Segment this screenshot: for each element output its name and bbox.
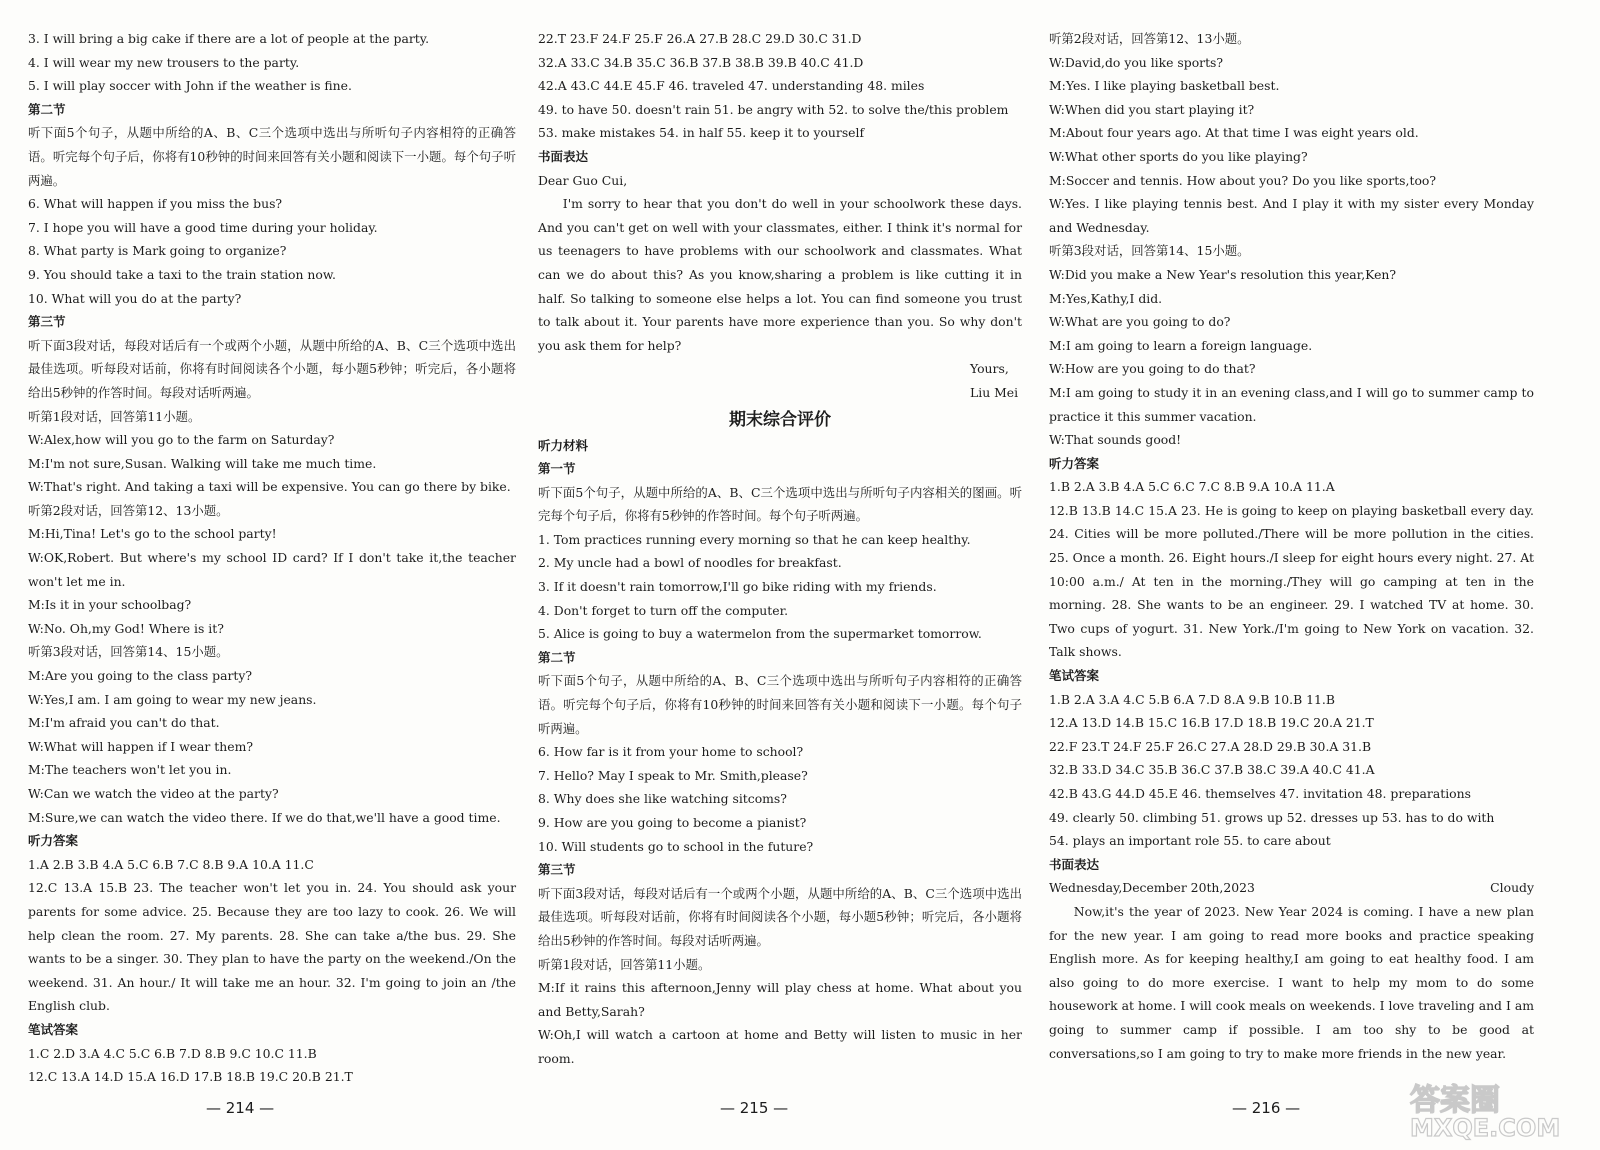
section-instructions: 听下面3段对话，每段对话后有一个或两个小题，从题中所给的A、B、C三个选项中选出最佳选项。听每段对话前，你将有时间阅读各个小题，每小题5秒钟；听完后，各小题将给出5秒钟的作答时间。每段对话听两遍。 [28,337,516,400]
dialog-line: M:Soccer and tennis. How about you? Do you like sports,too? [1049,172,1437,188]
dialog-line: W:No. Oh,my God! Where is it? [28,620,224,636]
section-instructions: 听下面3段对话，每段对话后有一个或两个小题，从题中所给的A、B、C三个选项中选出最佳选项。听每段对话前，你将有时间阅读各个小题，每小题5秒钟；听完后，各小题将给出5秒钟的作答时间。每段对话听两遍。 [538,885,1022,948]
answer-text: 12.B 13.B 14.C 15.A 23. He is going to keep on playing basketball every day. 24. Cities will be more polluted./There will be more pollution in the cities. 25. Once a month. 26. Eight hours./I sleep for eight hours every night. 27. At 10:00 a.m./ At ten in the morning./They will go camping at ten in the morning. 28. She wants to be an engineer. 29. I watched TV at home. 30. Two cups of yogurt. 31. New York./I'm going to New York on vacation. 32. Talk shows. [1049,502,1534,660]
right-column [1049,27,1534,1065]
dialog-line: M:If it rains this afternoon,Jenny will play chess at home. What about you and Betty,Sarah? [538,980,1022,1019]
text-line: 3. I will bring a big cake if there are a lot of people at the party. [28,31,430,46]
answer-row: 32.A 33.C 34.B 35.C 36.B 37.B 38.B 39.B 40.C 41.D [538,54,864,70]
question-item: 1. Tom practices running every morning so that he can keep healthy. [538,531,971,547]
answer-row: 54. plays an important role 55. to care about [1049,833,1331,849]
dialog-line: W:Did you make a New Year's resolution this year,Ken? [1049,266,1397,282]
question-item: 5. Alice is going to buy a watermelon from the supermarket tomorrow. [538,626,982,642]
dialog-line: W:That sounds good! [1049,432,1182,448]
page-number: — 215 — [720,1099,789,1117]
question-item: 9. How are you going to become a pianist? [538,815,807,830]
section-heading: 书面表达 [538,148,589,164]
dialog-line: M:Are you going to the class party? [28,668,253,684]
dialog-line: M:Hi,Tina! Let's go to the school party! [28,526,277,542]
answer-row: 12.A 13.D 14.B 15.C 16.B 17.D 18.B 19.C 20.A 21.T [1049,715,1374,731]
dialog-heading: 听第1段对话，回答第11小题。 [28,408,201,424]
page-number: — 214 — [206,1099,275,1117]
answer-row: 32.B 33.D 34.C 35.B 36.C 37.B 38.C 39.A 40.C 41.A [1049,762,1375,778]
section-instructions: 听下面5个句子，从题中所给的A、B、C三个选项中选出与所听句子内容相符的正确答语。听完每个句子后，你将有10秒钟的时间来回答有关小题和阅读下一小题。每个句子听两遍。 [538,673,1022,736]
section-heading: 第三节 [28,314,66,330]
question-item: 7. I hope you will have a good time during your holiday. [28,219,378,235]
section-heading: 书面表达 [1049,856,1100,872]
answer-row: 42.A 43.C 44.E 45.F 46. traveled 47. understanding 48. miles [538,78,925,94]
question-item: 8. What party is Mark going to organize? [28,243,287,259]
diary-date: Wednesday,December 20th,2023 [1049,880,1255,896]
question-item: 4. Don't forget to turn off the computer. [538,602,789,618]
question-item: 8. Why does she like watching sitcoms? [538,791,787,807]
answer-text: 12.C 13.A 15.B 23. The teacher won't let you in. 24. You should ask your parents for some advice. 25. Because they are too lazy to cook. 26. We will help clean the room. 27. My parents. 28. She can take a/the bus. 29. She wants to be a singer. 30. They plan to have the party on the weekend./On the weekend. 31. An hour./ It will take me an hour. 32. I'm going to join an /the English club. [28,880,516,1014]
question-item: 7. Hello? May I speak to Mr. Smith,please? [538,767,808,783]
dialog-line: W:What will happen if I wear them? [28,738,253,754]
page-number: — 216 — [1232,1099,1301,1117]
answer-row: 22.F 23.T 24.F 25.F 26.C 27.A 28.D 29.B 30.A 31.B [1049,738,1372,754]
dialog-line: W:Can we watch the video at the party? [28,786,279,801]
section-heading: 第二节 [538,649,576,665]
dialog-line: W:What other sports do you like playing? [1049,148,1308,164]
answer-row: 49. clearly 50. climbing 51. grows up 52. dresses up 53. has to do with [1049,809,1495,825]
dialog-heading: 听第1段对话，回答第11小题。 [538,956,711,972]
section-heading: 听力材料 [538,437,589,453]
dialog-line: M:I am going to study it in an evening class,and I will go to summer camp to practice it this summer vacation. [1049,384,1534,424]
diary-body: Now,it's the year of 2023. New Year 2024 is coming. I have a new plan for the new year. I am going to read more books and practice speaking English more. As for keeping healthy,I am going to eat healthy food. I am also going to do more exercise. I want to help my mom to do some housework at home. I will cook meals on weekends. I love traveling and I am going to summer camp if possible. I am too shy to be good at conversations,so I am going to try to make more friends in the new year. [1049,903,1534,1061]
svg-text:MXQE.COM: MXQE.COM [1410,1114,1561,1142]
letter-body: I'm sorry to hear that you don't do well in your schoolwork these days. And you can't get on well with your classmates, either. I think it's normal for us teenagers to have problems with our schoolwork and classmates. What can we do about this? As you know,sharing a problem is like cutting it in half. So talking to someone else helps a lot. You can find someone you trust to talk about it. Your parents have more experience than you. So why don't you ask them for help? [538,196,1022,353]
section-instructions: 听下面5个句子，从题中所给的A、B、C三个选项中选出与所听句子内容相关的图画。听完每个句子后，你将有5秒钟的作答时间。每个句子听两遍。 [538,484,1022,524]
section-heading: 第二节 [28,101,66,117]
question-item: 6. How far is it from your home to school? [538,744,804,760]
question-item: 6. What will happen if you miss the bus? [28,196,283,212]
answer-row: 1.B 2.A 3.A 4.C 5.B 6.A 7.D 8.A 9.B 10.B 11.B [1049,691,1335,707]
middle-column [538,27,1022,1071]
answer-row: 12.C 13.A 14.D 15.A 16.D 17.B 18.B 19.C 20.B 21.T [28,1069,353,1085]
text-line: 4. I will wear my new trousers to the party. [28,54,300,70]
question-item: 10. What will you do at the party? [28,290,242,306]
dialog-line: W:How are you going to do that? [1049,361,1256,377]
dialog-line: W:Yes. I like playing tennis best. And I play it with my sister every Monday and Wednesday. [1049,196,1534,235]
answer-row: 49. to have 50. doesn't rain 51. be angry with 52. to solve the/this problem [538,101,1009,117]
dialog-line: W:What are you going to do? [1049,314,1231,330]
dialog-line: M:About four years ago. At that time I was eight years old. [1049,125,1419,141]
dialog-line: W:Yes,I am. I am going to wear my new jeans. [28,691,317,707]
dialog-line: W:When did you start playing it? [1049,101,1255,117]
dialog-heading: 听第3段对话，回答第14、15小题。 [28,644,229,660]
watermark-logo-graphic [1390,1080,1580,1142]
diary-weather: Cloudy [1490,880,1534,896]
dialog-line: W:Oh,I will watch a cartoon at home and Betty will listen to music in her room. [538,1027,1022,1066]
dialog-heading: 听第3段对话，回答第14、15小题。 [1049,243,1250,259]
diary-header [1049,876,1534,900]
answer-row: 1.A 2.B 3.B 4.A 5.C 6.B 7.C 8.B 9.A 10.A 11.C [28,856,314,872]
dialog-line: M:Yes. I like playing basketball best. [1049,78,1280,94]
section-heading: 笔试答案 [1049,668,1100,684]
dialog-line: M:Is it in your schoolbag? [28,597,192,613]
question-item: 3. If it doesn't rain tomorrow,I'll go bike riding with my friends. [538,579,937,595]
dialog-line: W:That's right. And taking a taxi will be expensive. You can go there by bike. [28,479,511,495]
section-heading: 第三节 [538,862,576,878]
dialog-line: M:Yes,Kathy,I did. [1049,290,1163,306]
question-item: 9. You should take a taxi to the train station now. [28,266,336,282]
dialog-heading: 听第2段对话，回答第12、13小题。 [1049,31,1250,46]
svg-text:答案圈: 答案圈 [1410,1083,1500,1118]
dialog-heading: 听第2段对话，回答第12、13小题。 [28,502,229,518]
section-instructions: 听下面5个句子，从题中所给的A、B、C三个选项中选出与所听句子内容相符的正确答语。听完每个句子后，你将有10秒钟的时间来回答有关小题和阅读下一小题。每个句子听两遍。 [28,125,516,188]
dialog-line: W:OK,Robert. But where's my school ID card? If I don't take it,the teacher won't let me in. [28,550,516,589]
question-item: 2. My uncle had a bowl of noodles for breakfast. [538,555,842,571]
section-heading: 听力答案 [28,833,79,849]
dialog-line: M:I am going to learn a foreign language. [1049,337,1313,353]
answer-row: 1.C 2.D 3.A 4.C 5.C 6.B 7.D 8.B 9.C 10.C 11.B [28,1045,317,1061]
letter-signature: Liu Mei [970,384,1019,400]
text-line: 5. I will play soccer with John if the weather is fine. [28,78,352,94]
watermark-logo [1390,1080,1580,1142]
section-heading: 听力答案 [1049,455,1100,471]
dialog-line: M:The teachers won't let you in. [28,762,232,778]
answer-row: 53. make mistakes 54. in half 55. keep it to yourself [538,125,865,141]
answer-row: 1.B 2.A 3.B 4.A 5.C 6.C 7.C 8.B 9.A 10.A 11.A [1049,479,1335,495]
section-heading: 笔试答案 [28,1021,79,1037]
dialog-line: M:I'm afraid you can't do that. [28,715,220,731]
dialog-line: W:Alex,how will you go to the farm on Saturday? [28,432,335,448]
question-item: 10. Will students go to school in the future? [538,838,814,854]
dialog-line: W:David,do you like sports? [1049,54,1224,70]
letter-greeting: Dear Guo Cui, [538,172,628,188]
left-column [28,27,516,1089]
page-title: 期末综合评价 [729,409,831,430]
answer-row: 42.B 43.G 44.D 45.E 46. themselves 47. invitation 48. preparations [1049,786,1471,801]
dialog-line: M:Sure,we can watch the video there. If we do that,we'll have a good time. [28,809,501,825]
dialog-line: M:I'm not sure,Susan. Walking will take me much time. [28,455,377,471]
letter-closing: Yours, [970,361,1009,377]
section-heading: 第一节 [538,461,576,477]
answer-row: 22.T 23.F 24.F 25.F 26.A 27.B 28.C 29.D 30.C 31.D [538,31,862,46]
